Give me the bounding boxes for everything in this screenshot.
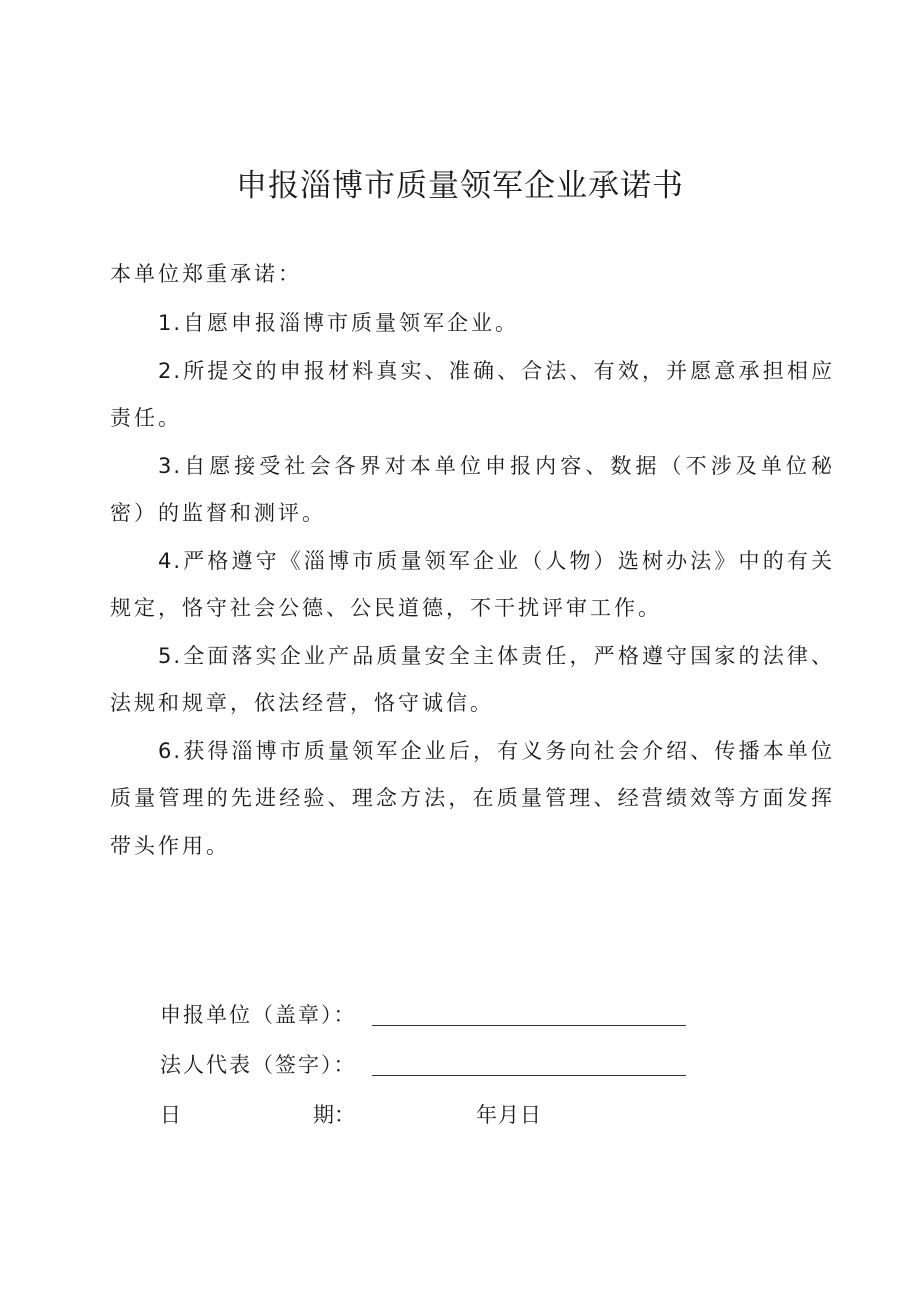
commitment-item-3 [110, 443, 835, 538]
date-value: 年月日 [476, 1103, 542, 1127]
unit-seal-label: 申报单位（盖章）： [160, 1003, 357, 1027]
item-number: 3 [158, 453, 174, 478]
commitment-item-2 [110, 348, 835, 443]
date-row [160, 1095, 560, 1135]
commitment-list [110, 300, 835, 870]
intro-text: 本单位郑重承诺： [110, 262, 302, 286]
item-text: .自愿接受社会各界对本单位申报内容、数据（不涉及单位秘密）的监督和测评。 [110, 453, 835, 525]
item-number: 2 [158, 358, 174, 383]
item-number: 4 [158, 548, 174, 573]
commitment-item-1 [110, 300, 835, 348]
item-number: 1 [158, 311, 174, 335]
item-number: 6 [158, 738, 174, 763]
rep-signature-row [160, 1045, 357, 1085]
item-text: .所提交的申报材料真实、准确、合法、有效，并愿意承担相应责任。 [110, 358, 835, 430]
date-label-day: 日 [160, 1103, 181, 1127]
item-text: .全面落实企业产品质量安全主体责任，严格遵守国家的法律、法规和规章，依法经营，恪守诚信。 [110, 643, 835, 715]
commitment-item-4 [110, 538, 835, 633]
rep-signature-label: 法人代表（签字）： [160, 1053, 357, 1077]
item-text: .获得淄博市质量领军企业后，有义务向社会介绍、传播本单位质量管理的先进经验、理念方法，在质量管理、经营绩效等方面发挥带头作用。 [110, 738, 835, 858]
item-number: 5 [158, 643, 174, 668]
item-text: .自愿申报淄博市质量领军企业。 [173, 311, 520, 335]
rep-signature-line [372, 1075, 686, 1076]
unit-seal-row [160, 995, 357, 1035]
document-title: 申报淄博市质量领军企业承诺书 [236, 168, 684, 204]
date-label-period: 期： [313, 1103, 355, 1127]
commitment-item-5 [110, 633, 835, 728]
item-text: .严格遵守《淄博市质量领军企业（人物）选树办法》中的有关规定，恪守社会公德、公民道德，不干扰评审工作。 [110, 548, 835, 620]
commitment-item-6 [110, 728, 835, 871]
unit-seal-line [372, 1025, 686, 1026]
